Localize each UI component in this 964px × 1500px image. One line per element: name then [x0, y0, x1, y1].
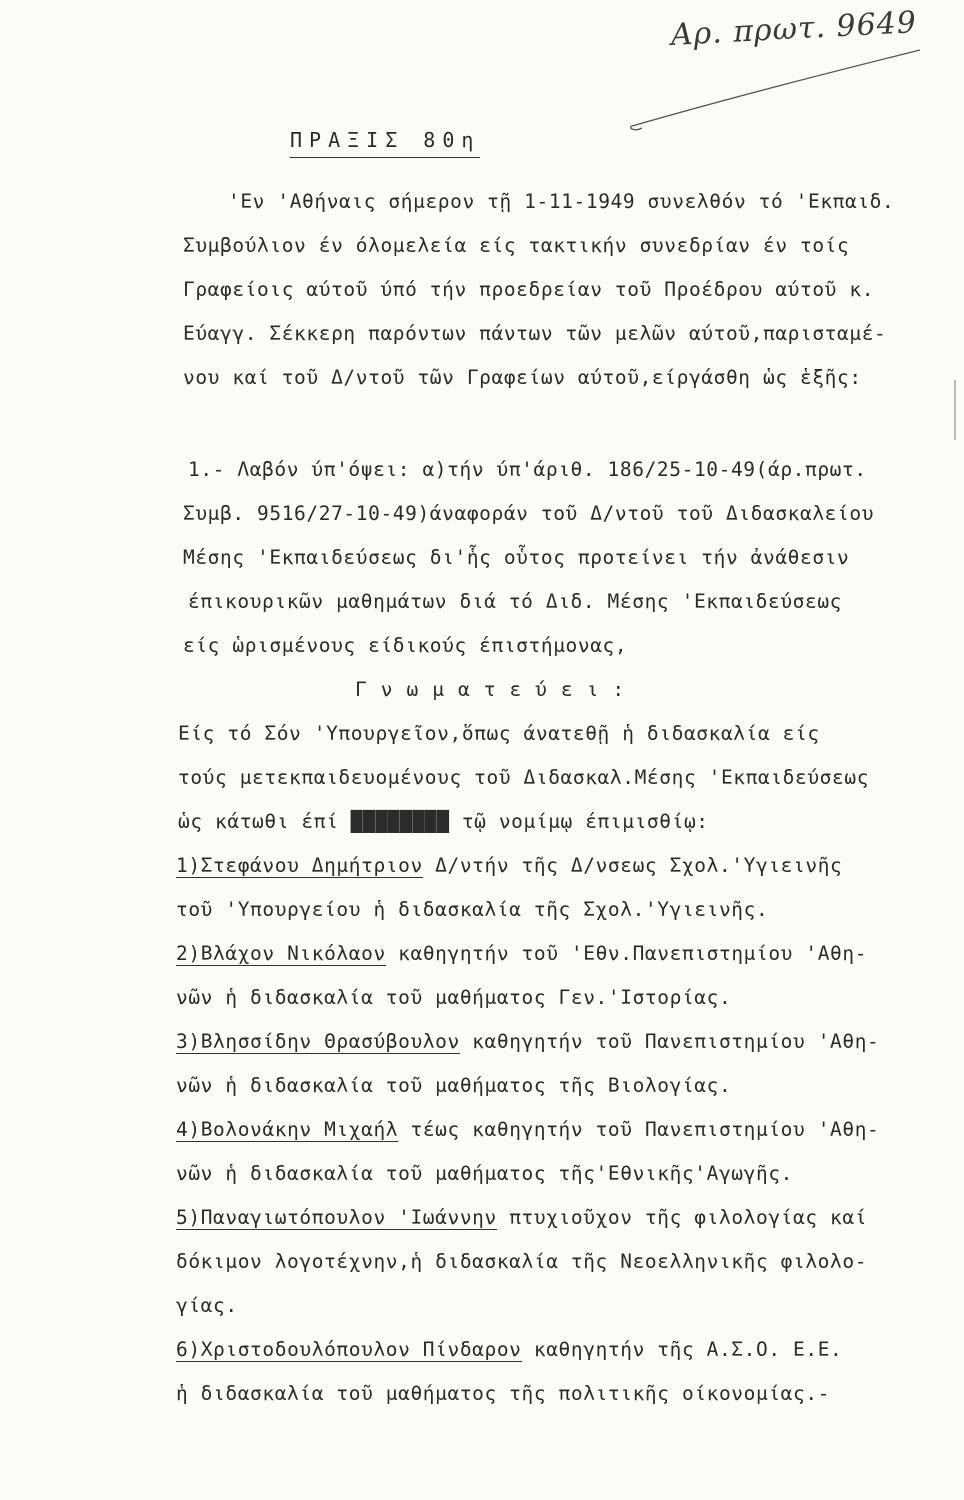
- appointee-5-name: 5)Παναγιωτόπουλον 'Ιωάννην: [176, 1206, 497, 1229]
- intro-line: 'Εν 'Αθήναις σήμερον τῇ 1-11-1949 συνελθόν τό 'Εκπαιδ.: [228, 190, 895, 213]
- appointee-2: [176, 942, 867, 965]
- appointee-4-name: 4)Βολονάκην Μιχαήλ: [176, 1118, 399, 1141]
- appointee-2-role: καθηγητήν τοῦ 'Εθν.Πανεπιστημίου 'Αθη-: [385, 942, 868, 965]
- appointee-3-subject: νῶν ἡ διδασκαλία τοῦ μαθήματος τῆς Βιολογίας.: [176, 1074, 732, 1097]
- item1-line: Μέσης 'Εκπαιδεύσεως δι'ἧς οὗτος προτείνει τήν ἀνάθεσιν: [183, 546, 850, 569]
- appointee-4-subject: νῶν ἡ διδασκαλία τοῦ μαθήματος τῆς'Εθνικῆς'Αγωγῆς.: [176, 1162, 793, 1185]
- pen-stroke: [620, 40, 930, 140]
- appointee-1: [176, 854, 842, 877]
- appointee-5: [176, 1206, 867, 1229]
- appointee-1-name: 1)Στεφάνου Δημήτριον: [176, 854, 423, 877]
- appointee-3-role: καθηγητήν τοῦ Πανεπιστημίου 'Αθη-: [459, 1030, 880, 1053]
- gnomateuei-label: Γνωματεύει:: [355, 678, 639, 701]
- appointee-1-subject: τοῦ 'Υπουργείου ἡ διδασκαλία τῆς Σχολ.'Υγιεινῆς.: [176, 898, 769, 921]
- appointee-6-name: 6)Χριστοδουλόπουλον Πίνδαρον: [176, 1338, 522, 1361]
- appointee-5-subject-cont: γίας.: [176, 1294, 238, 1317]
- handwritten-protocol-number: Αρ. πρωτ. 9649: [670, 5, 918, 53]
- opinion-line: ὡς κάτωθι έπί ████████ τῷ νομίμῳ έπιμισθίῳ:: [178, 810, 709, 833]
- appointee-4-role: τέως καθηγητήν τοῦ Πανεπιστημίου 'Αθη-: [398, 1118, 880, 1141]
- appointee-2-name: 2)Βλάχον Νικόλαον: [176, 942, 386, 965]
- intro-line: Εύαγγ. Σέκκερη παρόντων πάντων τῶν μελῶν αύτοῦ,παρισταμέ-: [183, 322, 887, 345]
- item1-line: είς ὡρισμένους είδικούς έπιστήμονας,: [183, 634, 628, 657]
- item1-line: 1.- Λαβόν ύπ'όψει: α)τήν ύπ'άριθ. 186/25-10-49(άρ.πρωτ.: [188, 458, 867, 481]
- intro-line: Γραφείοις αύτοῦ ύπό τήν προεδρείαν τοῦ Προέδρου αύτοῦ κ.: [183, 278, 875, 301]
- appointee-6-subject: ἡ διδασκαλία τοῦ μαθήματος τῆς πολιτικῆς οίκονομίας.-: [176, 1382, 831, 1405]
- document-heading: ΠΡΑΞΙΣ 80η: [290, 128, 480, 158]
- appointee-5-role: πτυχιοῦχον τῆς φιλολογίας καί: [496, 1206, 868, 1229]
- appointee-6: [176, 1338, 842, 1361]
- opinion-line: τούς μετεκπαιδευομένους τοῦ Διδασκαλ.Μέσης 'Εκπαιδεύσεως: [178, 766, 870, 789]
- appointee-2-subject: νῶν ἡ διδασκαλία τοῦ μαθήματος Γεν.'Ιστορίας.: [176, 986, 732, 1009]
- appointee-5-subject: δόκιμον λογοτέχνην,ἡ διδασκαλία τῆς Νεοελληνικῆς φιλολο-: [176, 1250, 868, 1273]
- item1-line: έπικουρικῶν μαθημάτων διά τό Διδ. Μέσης 'Εκπαιδεύσεως: [188, 590, 843, 613]
- appointee-3: [176, 1030, 879, 1053]
- opinion-line: Είς τό Σόν 'Υπουργεῖον,ὅπως άνατεθῇ ἡ διδασκαλία είς: [178, 722, 820, 745]
- intro-line: νου καί τοῦ Δ/ντοῦ τῶν Γραφείων αύτοῦ,είργάσθη ὡς ἑξῆς:: [183, 366, 862, 389]
- appointee-6-role: καθηγητήν τῆς Α.Σ.Ο. Ε.Ε.: [521, 1338, 843, 1361]
- appointee-1-role: Δ/ντήν τῆς Δ/νσεως Σχολ.'Υγιεινῆς: [422, 854, 843, 877]
- appointee-4: [176, 1118, 879, 1141]
- intro-line: Συμβούλιον έν όλομελεία είς τακτικήν συνεδρίαν έν τοίς: [183, 234, 850, 257]
- margin-mark: [954, 380, 956, 440]
- item1-line: Συμβ. 9516/27-10-49)άναφοράν τοῦ Δ/ντοῦ τοῦ Διδασκαλείου: [183, 502, 875, 525]
- appointee-3-name: 3)Βλησσίδην Θρασύβουλον: [176, 1030, 460, 1053]
